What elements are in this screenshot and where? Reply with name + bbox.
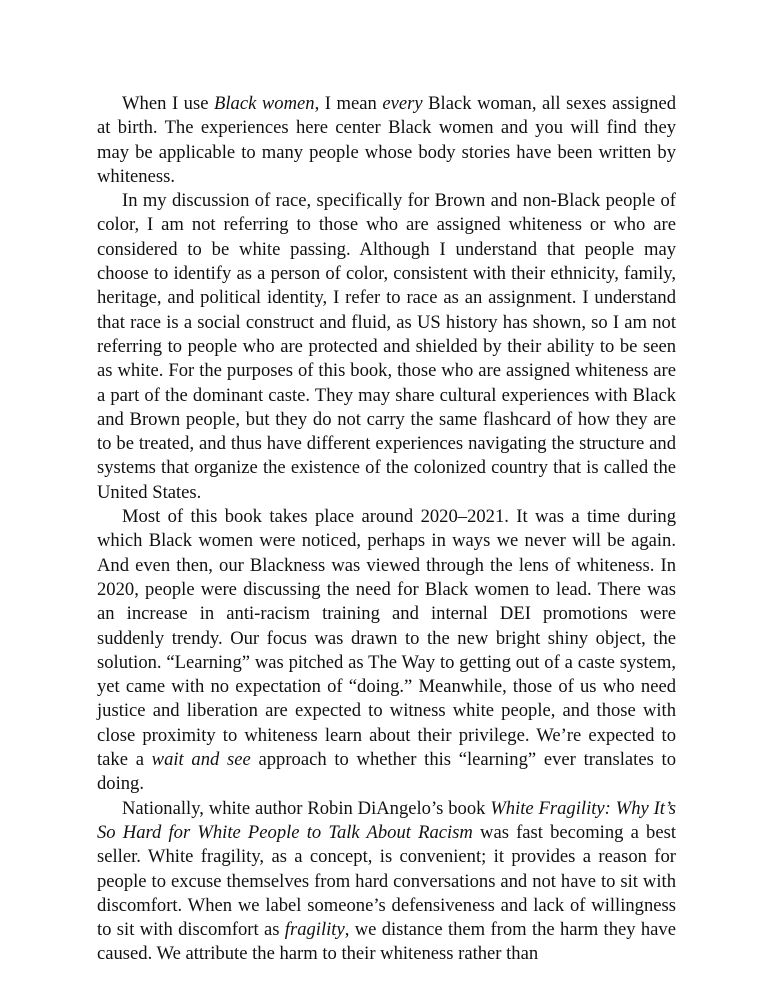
italic-text-run: fragility xyxy=(284,919,345,941)
paragraph xyxy=(97,189,676,505)
text-run: , we distance them from the harm they have caused. We attribute the harm to their whiteness rather than xyxy=(97,919,676,965)
paragraph xyxy=(97,797,676,967)
italic-text-run: wait and see xyxy=(151,749,251,771)
italic-text-run: every xyxy=(382,93,423,114)
text-run: When I use xyxy=(122,93,215,114)
text-run: approach to whether this “learning” ever translates to doing. xyxy=(97,749,676,795)
book-page-body xyxy=(97,92,676,967)
text-run: , I mean xyxy=(314,93,383,114)
text-run: In my discussion of race, specifically for Brown and non-Black people of color, I am not referring to those who are assigned whiteness or who are considered to be white passing. Although I understand that people may choose to identify as a person of color, consistent with their ethnicity, family, heritage, and political identity, I refer to race as an assignment. I understand that race is a social construct and fluid, as US history has shown, so I am not referring to people who are protected and shielded by their ability to be seen as white. For the purposes of this book, those who are assigned whiteness are a part of the dominant caste. They may share cultural experiences with Black and Brown people, but they do not carry the same flashcard of how they are to be treated, and thus have different experiences navigating the structure and systems that organize the existence of the colonized country that is called the United States. xyxy=(97,190,676,503)
paragraph xyxy=(97,505,676,797)
text-run: was fast becoming a best seller. White fragility, as a concept, is convenient; it provides a reason for people to excuse themselves from hard conversations and not have to sit with discomfort. When we label someone’s defensiveness and lack of willingness to sit with discomfort as xyxy=(97,821,676,941)
italic-text-run: White Fragility: Why It’s So Hard for White People to Talk About Racism xyxy=(97,797,676,843)
text-run: Nationally, white author Robin DiAngelo’s book xyxy=(122,797,491,819)
text-run: Most of this book takes place around 2020–2021. It was a time during which Black women were noticed, perhaps in ways we never will be again. And even then, our Blackness was viewed through the lens of whiteness. In 2020, people were discussing the need for Black women to lead. There was an increase in anti-racism training and internal DEI promotions were suddenly trendy. Our focus was drawn to the new bright shiny object, the solution. “Learning” was pitched as The Way to getting out of a caste system, yet came with no expectation of “doing.” Meanwhile, those of us who need justice and liberation are expected to witness white people, and those with close proximity to whiteness learn about their privilege. We’re expected to take a xyxy=(97,506,676,771)
paragraph xyxy=(97,92,676,189)
text-run: Black woman, all sexes assigned at birth. The experiences here center Black women and you will find they may be applicable to many people whose body stories have been written by whiteness. xyxy=(97,93,676,187)
italic-text-run: Black women xyxy=(214,93,315,114)
